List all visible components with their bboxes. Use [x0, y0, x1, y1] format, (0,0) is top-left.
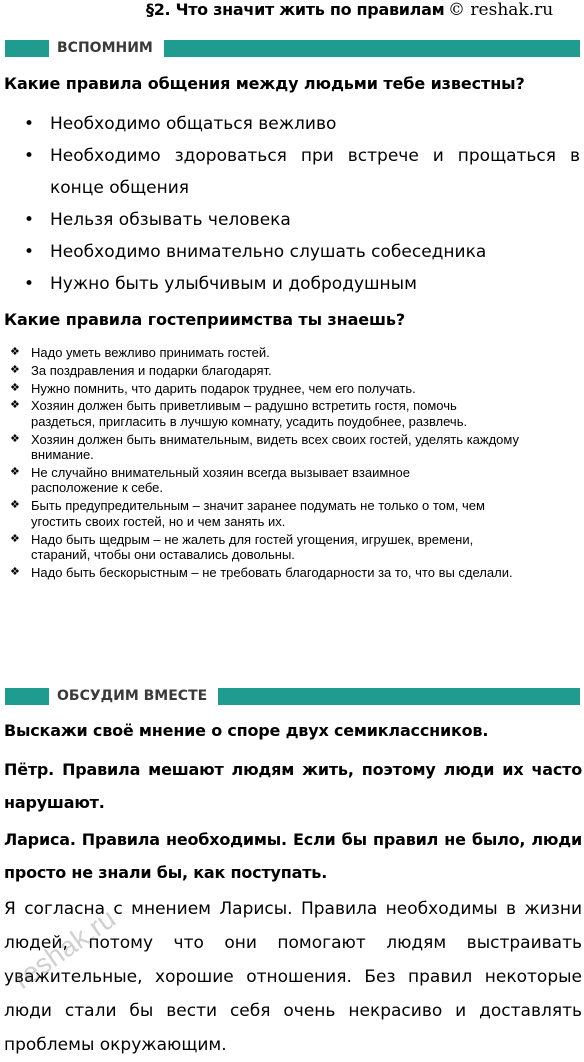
bullet-icon: •: [24, 274, 35, 294]
band-left-bar: [5, 40, 49, 57]
question-hospitality-rules: Какие правила гостеприимства ты знаешь?: [4, 310, 406, 329]
bullet-icon: •: [24, 242, 35, 262]
diamond-bullet-icon: ❖: [10, 399, 20, 412]
band-right-bar: [218, 688, 580, 705]
list-item: ❖ Надо уметь вежливо принимать гостей.: [10, 345, 270, 360]
list-item: • Необходимо общаться вежливо: [0, 108, 584, 140]
list-item: ❖ За поздравления и подарки благодарят.: [10, 362, 272, 378]
diamond-bullet-icon: ❖: [10, 432, 20, 445]
section-band-discuss: [5, 688, 580, 705]
watermark: [2, 880, 182, 1010]
list-item: • Нельзя обзывать человека: [0, 204, 584, 236]
diamond-bullet-icon: ❖: [10, 381, 20, 394]
list-item: ❖ Надо быть бескорыстным – не требовать благодарности за то, что вы сделали.: [10, 564, 513, 580]
bullet-icon: •: [24, 114, 35, 134]
diamond-bullet-icon: ❖: [10, 532, 20, 545]
page-title: §2. Что значит жить по правилам: [146, 0, 445, 19]
list-item: • Нужно быть улыбчивым и добродушным: [0, 268, 584, 300]
list-item: ❖ Надо быть щедрым – не жалеть для гостей угощения, игрушек, времени, стараний, чтобы они оставались довольны.: [10, 531, 474, 563]
diamond-bullet-icon: ❖: [10, 363, 20, 376]
page-header: [0, 0, 584, 24]
larisa-statement: Лариса. Правила необходимы. Если бы правил не было, люди просто не знали бы, как поступать.: [4, 830, 582, 882]
list-item: ❖ Не случайно внимательный хозяин всегда вызывает взаимное расположение к себе.: [10, 464, 410, 496]
hospitality-rules-list: [0, 345, 560, 583]
diamond-bullet-icon: ❖: [10, 465, 20, 478]
list-item: ❖ Нужно помнить, что дарить подарок труднее, чем его получать.: [10, 380, 416, 396]
band-right-bar: [164, 40, 580, 57]
list-item: ❖ Хозяин должен быть внимательным, видеть всех своих гостей, уделять каждому внимание.: [10, 431, 519, 463]
bullet-icon: •: [24, 210, 35, 230]
band-label-discuss: ОБСУДИМ ВМЕСТЕ: [57, 688, 208, 704]
communication-rules-list: [0, 108, 584, 300]
band-label-remember: ВСПОМНИМ: [57, 40, 153, 56]
watermark-text: reshak.ru: [7, 902, 122, 995]
answer-paragraph: Я согласна с мнением Ларисы. Правила необходимы в жизни людей, потому что они помогают людям выстраивать уважительные, хорошие отношения. Без правил некоторые люди стали бы вести себя очень некрасиво и доставлять проблемы окружающим.: [4, 899, 582, 1055]
section-band-remember: [5, 40, 580, 57]
list-item: • Необходимо здороваться при встрече и прощаться в конце общения: [0, 140, 584, 204]
site-credit[interactable]: © reshak.ru: [448, 0, 554, 20]
list-item: ❖ Быть предупредительным – значит заранее подумать не только о том, чем угостить своих гостей, но и чем занять их.: [10, 498, 485, 529]
petr-statement: Пётр. Правила мешают людям жить, поэтому люди их часто нарушают.: [4, 760, 582, 812]
diamond-bullet-icon: ❖: [10, 565, 20, 578]
discussion-prompt: Выскажи своё мнение о споре двух семиклассников.: [4, 721, 489, 740]
bullet-icon: •: [24, 146, 35, 166]
list-item: ❖ Хозяин должен быть приветливым – радушно встретить гостя, помочь раздеться, пригласить в лучшую комнату, усадить поудобнее, развлечь.: [10, 398, 468, 429]
list-item: • Необходимо внимательно слушать собеседника: [0, 236, 584, 268]
diamond-bullet-icon: ❖: [10, 499, 20, 512]
question-communication-rules: Какие правила общения между людьми тебе известны?: [4, 74, 525, 93]
diamond-bullet-icon: ❖: [10, 346, 20, 358]
band-left-bar: [5, 688, 49, 705]
